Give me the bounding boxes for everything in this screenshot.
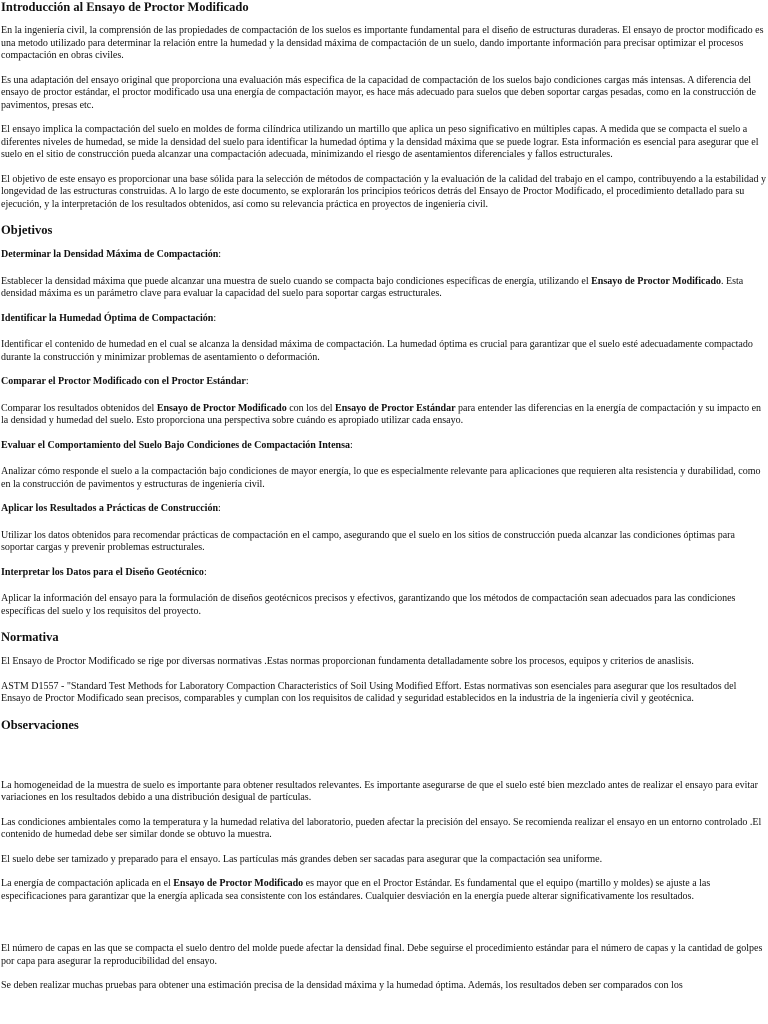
objective-title-densidad-text: Determinar la Densidad Máxima de Compactación [1, 249, 219, 260]
colon: : [203, 566, 207, 578]
text-run: Establecer la densidad máxima que puede alcanzar una muestra de suelo cuando se compacta bajo condiciones específicas de energía, utilizando el [1, 275, 592, 287]
document-title: Introducción al Ensayo de Proctor Modificado [1, 0, 249, 14]
objetivos-heading: Objetivos [1, 223, 53, 237]
spacer [1, 744, 766, 780]
colon: : [245, 376, 249, 387]
colon: : [350, 439, 353, 451]
objective-text-aplicar: Utilizar los datos obtenidos para recomendar prácticas de compactación en el campo, asegurando que el suelo en los sitios de construcción pueda alcanzar las condiciones óptimas para soportar cargas y prevenir problemas estructurales. [1, 529, 735, 553]
objective-title-interpretar-text: Interpretar los Datos para el Diseño Geotécnico [1, 566, 204, 578]
objective-title-interpretar [1, 567, 766, 580]
colon: : [218, 249, 222, 260]
observaciones-paragraph-3: El suelo debe ser tamizado y preparado para el ensayo. Las partículas más grandes deben ser sacadas para asegurar que la compactación sea uniforme. [1, 853, 603, 865]
objective-title-comparar [1, 376, 766, 389]
normativa-paragraph-2: ASTM D1557 - "Standard Test Methods for Laboratory Compaction Characteristics of Soil Using Modified Effort. Estas normativas son esenciales para asegurar que los resultados del Ensayo de Proctor Modificado sean precisos, comparables y cumplan con los requisitos de calidad y seguridad establecidos en la industria de la ingeniería civil y geotécnica. [1, 680, 737, 704]
colon: : [213, 312, 217, 324]
objective-title-comportamiento-text: Evaluar el Comportamiento del Suelo Bajo Condiciones de Compactación Intensa [1, 439, 350, 451]
observaciones-paragraph-1: La homogeneidad de la muestra de suelo es importante para obtener resultados relevantes. Es importante asegurarse de que el suelo esté bien mezclado antes de realizar el ensayo para evitar variaciones en los resultados debido a una distribución desigual de partículas. [1, 779, 758, 803]
bold-run: Ensayo de Proctor Modificado [173, 878, 304, 889]
intro-paragraph-3: El ensayo implica la compactación del suelo en moldes de forma cilíndrica utilizando un martillo que aplica un peso significativo en múltiples capas. A medida que se compacta el suelo a diferentes niveles de humedad, se mide la densidad del suelo para identificar la humedad óptima y la densidad máxima que se puede lograr. Esta información es esencial para asegurar que el suelo en el sitio de construcción pueda alcanzar una compactación adecuada, minimizando el riesgo de asentamientos diferenciales y fallos estructurales. [1, 124, 759, 160]
text-run: . Esta densidad máxima es un parámetro clave para evaluar la capacidad del suelo para soportar cargas estructurales. [1, 275, 744, 299]
objective-title-comportamiento [1, 440, 766, 453]
objective-title-humedad [1, 313, 766, 326]
observaciones-paragraph-6: Se deben realizar muchas pruebas para obtener una estimación precisa de la densidad máxima y la humedad óptima. Además, los resultados deben ser comparados con los [1, 980, 683, 991]
text-run: es mayor que en el Proctor Estándar. Es fundamental que el equipo (martillo y moldes) se ajuste a las especificaciones para garantizar que la energía aplicada sea consistente con los estándares. Cualquier desviación en la energía puede alterar significativamente los resultados. [1, 878, 711, 902]
bold-run: Ensayo de Proctor Modificado [591, 275, 722, 287]
spacer [1, 915, 766, 943]
intro-paragraph-2: Es una adaptación del ensayo original que proporciona una evaluación más especifica de la capacidad de compactación de los suelos bajo condiciones cargas más intensas. A diferencia del ensayo de proctor estándar, el proctor modificado usa una energía de compactación mayor, es hace más adecuado para suelos que deben soportar cargas pesadas, como en la construcción de pavimentos, presas etc. [1, 74, 756, 111]
intro-paragraph-4: El objetivo de este ensayo es proporcionar una base sólida para la selección de métodos de compactación y la evaluación de la calidad del trabajo en el campo, contribuyendo a la estabilidad y longevidad de las estructuras construidas. A lo largo de este documento, se explorarán los principios teóricos detrás del Ensayo de Proctor Modificado, el procedimiento detallado para su ejecución, y la interpretación de los resultados obtenidos, así como su relevancia práctica en proyectos de ingeniería civil. [1, 173, 766, 210]
text-run: para entender las diferencias en la energía de compactación y su impacto en la densidad y humedad del suelo. Esto proporciona una perspectiva sobre cuándo es apropiado utilizar cada ensayo. [1, 402, 762, 426]
objective-text-interpretar: Aplicar la información del ensayo para la formulación de diseños geotécnicos precisos y efectivos, garantizando que los métodos de compactación sean adecuados para las condiciones específicas del suelo y los requisitos del proyecto. [1, 593, 736, 617]
observaciones-paragraph-2: Las condiciones ambientales como la temperatura y la humedad relativa del laboratorio, pueden afectar la precisión del ensayo. Se recomienda realizar el ensayo en un entorno controlado .El contenido de humedad debe ser similar donde se obtuvo la muestra. [1, 816, 762, 840]
objective-text-comparar [1, 403, 766, 428]
objective-title-humedad-text: Identificar la Humedad Óptima de Compactación [1, 312, 214, 324]
text-run: La energía de compactación aplicada en el [1, 878, 174, 889]
objective-text-humedad: Identificar el contenido de humedad en el cual se alcanza la densidad máxima de compactación. La humedad óptima es crucial para garantizar que el suelo esté adecuadamente compactado durante la construcción y minimizar problemas de asentamiento o deformación. [1, 339, 753, 363]
bold-run: Ensayo de Proctor Estándar [335, 402, 456, 414]
objective-text-densidad [1, 276, 766, 301]
colon: : [218, 503, 221, 514]
observaciones-paragraph-4 [1, 878, 766, 903]
objective-title-aplicar [1, 503, 766, 516]
normativa-heading: Normativa [1, 630, 59, 644]
bold-run: Ensayo de Proctor Modificado [156, 402, 287, 414]
text-run: con los del [286, 402, 336, 414]
objective-text-comportamiento: Analizar cómo responde el suelo a la compactación bajo condiciones de mayor energía, lo que es especialmente relevante para aplicaciones que requieren alta resistencia y durabilidad, como en la construcción de pavimentos y estructuras de ingeniería civil. [1, 466, 761, 490]
text-run: Comparar los resultados obtenidos del [1, 402, 157, 414]
objective-title-densidad [1, 249, 766, 262]
objective-title-aplicar-text: Aplicar los Resultados a Prácticas de Construcción [1, 503, 219, 514]
observaciones-paragraph-5: El número de capas en las que se compacta el suelo dentro del molde puede afectar la densidad final. Debe seguirse el procedimiento estándar para el número de capas y la cantidad de golpes por capa para asegurar la reproducibilidad del ensayo. [1, 943, 763, 967]
observaciones-heading: Observaciones [1, 717, 79, 732]
objective-title-comparar-text: Comparar el Proctor Modificado con el Proctor Estándar [1, 376, 246, 387]
normativa-paragraph-1: El Ensayo de Proctor Modificado se rige por diversas normativas .Estas normas proporcionan fundamenta detalladamente sobre los procesos, equipos y criterios de anaslisis. [1, 656, 694, 667]
intro-paragraph-1: En la ingeniería civil, la comprensión de las propiedades de compactación de los suelos es importante fundamental para el diseño de estructuras duraderas. El ensayo de proctor modificado es una metodo utilizado para determinar la relación entre la humedad y la densidad máxima de compactación de un suelo, dando importante información para precisar optimizar el procesos compactación en obras civiles. [1, 25, 764, 61]
